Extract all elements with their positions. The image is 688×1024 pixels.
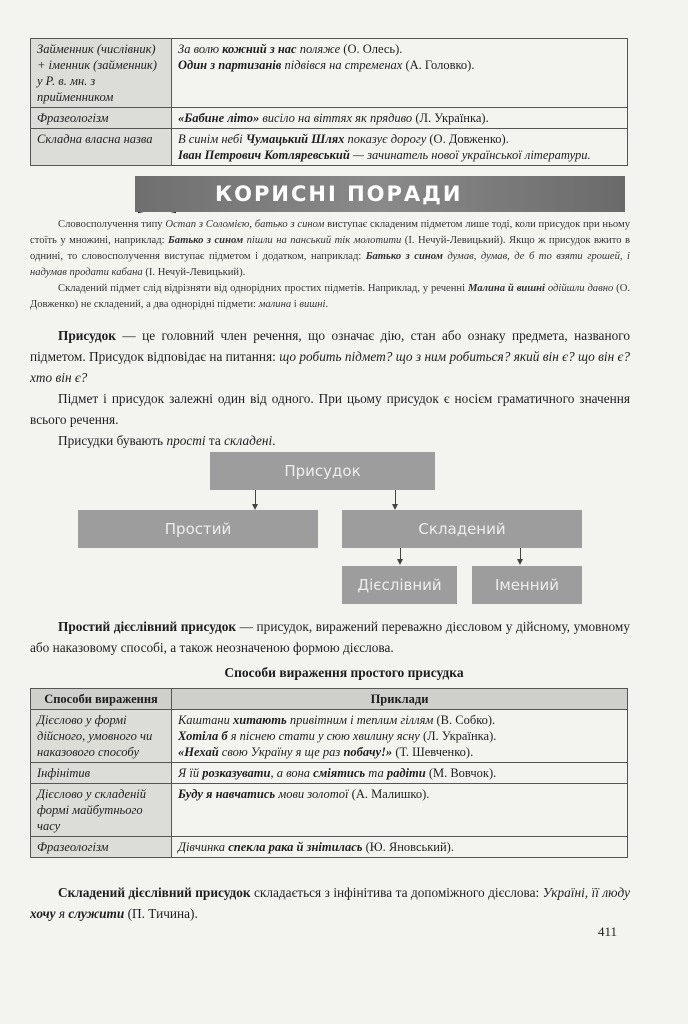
text-run: виступає складеним підметом лише тоді, коли присудок при ньому стоїть у множині, наприклад: — [30, 219, 631, 246]
table-row — [31, 837, 628, 858]
text-run: складені — [224, 433, 273, 448]
table-row — [31, 108, 628, 129]
node-nominal: Іменний — [472, 566, 582, 604]
text-run: одійшли давно — [544, 283, 614, 294]
paragraph — [30, 388, 630, 430]
example-line — [178, 744, 621, 760]
row-label: Фразеологізм — [31, 108, 172, 129]
table-row — [31, 784, 628, 837]
text-run: мови золотої — [275, 787, 349, 801]
node-compound: Складений — [342, 510, 582, 548]
text-run: . — [325, 299, 329, 310]
text-run: (Л. Українка). — [419, 729, 497, 743]
text-run: поляже — [296, 42, 341, 56]
page-number: 411 — [598, 924, 618, 939]
text-run: Буду я навчатись — [178, 787, 276, 801]
text-run: (О. Олесь). — [340, 42, 403, 56]
text-run: Каштани — [178, 713, 233, 727]
text-run: я — [55, 906, 69, 921]
tips-text — [30, 217, 630, 313]
text-run: Малина й вишні — [467, 283, 545, 294]
row-label: Займенник (числівник) + іменник (займенник) у Р. в. мн. з прийменником — [31, 39, 172, 108]
text-run: (І. Нечуй-Левицький). Якщо ж присудок вжито в однині, то словосполучення виступає підметом і додатком, наприклад: — [30, 235, 630, 262]
text-run: хочу — [30, 906, 56, 921]
text-run: спекла рака й знітилась — [228, 840, 363, 854]
text-run: Складений дієслівний присудок — [58, 885, 251, 900]
text-run: висіло на віттях як прядиво — [259, 111, 413, 125]
row-label: Фразеологізм — [31, 837, 172, 858]
text-run: (А. Малишко). — [348, 787, 430, 801]
example-line — [178, 147, 621, 163]
example-line — [178, 41, 621, 57]
paragraph — [30, 325, 630, 388]
example-line — [178, 765, 621, 781]
text-run: Батько з сином — [168, 235, 244, 246]
node-simple: Простий — [78, 510, 318, 548]
text-run: (О. Довженко). — [426, 132, 509, 146]
text-run: Іван Петрович Котляревський — [178, 148, 350, 162]
text-run: вишні — [299, 299, 326, 310]
text-run: служити — [68, 906, 125, 921]
paragraph — [30, 616, 630, 658]
text-run: Присудок — [58, 328, 116, 343]
text-run: Підмет і присудок залежні один від одного. При цьому присудок є носієм граматичного значення всього речення. — [30, 391, 630, 427]
text-run: складається з інфінітива та допоміжного дієслова: — [250, 885, 543, 900]
text-run: Один з партизанів — [178, 58, 282, 72]
row-examples — [172, 108, 628, 129]
row-label: Дієслово у формі дійсного, умовного чи наказового способу — [31, 710, 172, 763]
text-run: Батько з сином — [365, 251, 443, 262]
text-run: я піснею стати у сюю хвилину ясну — [227, 729, 420, 743]
table-title: Способи вираження простого присудка — [224, 665, 464, 680]
useful-tips-banner — [135, 176, 625, 212]
row-label: Дієслово у складеній формі майбутнього часу — [31, 784, 172, 837]
compound-subject-table — [30, 38, 628, 166]
text-run: що робить підмет? що з ним робиться? який він є? що він є? хто він є? — [30, 349, 630, 385]
header-ways: Способи вираження — [31, 689, 172, 710]
text-run: (П. Тичина). — [124, 906, 198, 921]
text-run: Дівчинка — [178, 840, 229, 854]
row-examples — [172, 784, 628, 837]
example-line — [178, 110, 621, 126]
text-run: — це головний член речення, що означає дію, стан або ознаку предмета, названого підметом. Присудок відповідає на питання: — [30, 328, 630, 364]
text-run: За волю — [178, 42, 223, 56]
text-run: та — [365, 766, 387, 780]
row-examples — [172, 129, 628, 166]
row-examples — [172, 710, 628, 763]
arrow — [255, 490, 256, 505]
table-row — [31, 39, 628, 108]
text-run: думав, думав, де б то взяти грошей, і надумав продати кабана — [30, 251, 631, 278]
text-run: «Нехай — [178, 745, 219, 759]
predicate-definition — [30, 325, 630, 451]
text-run: — присудок, виражений переважно дієсловом у дійсному, умовному або наказовому способі, а також неозначеною формою дієслова. — [30, 619, 630, 655]
text-run: (Л. Українка). — [412, 111, 489, 125]
table-row — [31, 763, 628, 784]
text-run: розказувати — [202, 766, 271, 780]
text-run: — зачинатель нової української літератури. — [349, 148, 591, 162]
text-run: Україні, її люду — [542, 885, 631, 900]
table-row — [31, 129, 628, 166]
text-run: Чумацький Шлях — [245, 132, 345, 146]
example-line — [178, 786, 621, 802]
row-examples — [172, 763, 628, 784]
text-run: (Т. Шевченко). — [392, 745, 474, 759]
text-run: «Бабине літо» — [178, 111, 260, 125]
compound-verbal-predicate-definition — [30, 882, 630, 924]
text-run: (А. Головко). — [402, 58, 475, 72]
node-verbal: Дієслівний — [342, 566, 457, 604]
text-run: пішли на панський тік молотити — [243, 235, 402, 246]
paragraph — [30, 281, 630, 313]
text-run: (О. Довженко) не складений, а два однорідні підмети: — [30, 283, 630, 310]
text-run: Словосполучення типу — [58, 219, 166, 230]
text-run: радіти — [386, 766, 426, 780]
text-run: свою Україну я ще раз — [218, 745, 344, 759]
text-run: Хотіла б — [178, 729, 228, 743]
paragraph — [30, 430, 630, 451]
text-run: малина — [258, 299, 292, 310]
text-run: прості — [166, 433, 206, 448]
text-run: (М. Вовчок). — [425, 766, 497, 780]
arrow — [395, 490, 396, 505]
text-run: Простий дієслівний присудок — [58, 619, 237, 634]
row-label: Інфінітив — [31, 763, 172, 784]
text-run: Присудки бувають — [58, 433, 167, 448]
example-line — [178, 57, 621, 73]
example-line — [178, 131, 621, 147]
text-run: . — [272, 433, 276, 448]
text-run: показує дорогу — [344, 132, 427, 146]
text-run: і — [291, 299, 300, 310]
text-run: (І. Нечуй-Левицький). — [142, 267, 246, 278]
paragraph — [30, 882, 630, 924]
text-run: сміятись — [313, 766, 366, 780]
text-run: (Ю. Яновський). — [362, 840, 454, 854]
row-examples — [172, 837, 628, 858]
text-run: хитають — [233, 713, 287, 727]
example-line — [178, 712, 621, 728]
example-line — [178, 728, 621, 744]
row-examples — [172, 39, 628, 108]
arrow — [400, 548, 401, 560]
text-run: (В. Собко). — [433, 713, 496, 727]
text-run: Остап з Соломією, батько з сином — [165, 219, 325, 230]
arrow — [520, 548, 521, 560]
text-run: Складений підмет слід відрізняти від однорідних простих підметів. Наприклад, у реченні — [58, 283, 468, 294]
node-predicate: Присудок — [210, 452, 435, 490]
table-row — [31, 710, 628, 763]
text-run: кожний з нас — [222, 42, 297, 56]
paragraph — [30, 217, 630, 281]
simple-predicate-table — [30, 688, 628, 858]
text-run: привітним і теплим гіллям — [286, 713, 434, 727]
text-run: Я їй — [178, 766, 203, 780]
banner-title: КОРИСНІ ПОРАДИ — [215, 182, 463, 206]
text-run: та — [205, 433, 225, 448]
example-line — [178, 839, 621, 855]
header-examples: Приклади — [172, 689, 628, 710]
text-run: , а вона — [270, 766, 314, 780]
text-run: підвівся на стременах — [281, 58, 403, 72]
row-label: Складна власна назва — [31, 129, 172, 166]
text-run: В синім небі — [178, 132, 246, 146]
simple-predicate-definition — [30, 616, 630, 658]
text-run: побачу!» — [343, 745, 393, 759]
